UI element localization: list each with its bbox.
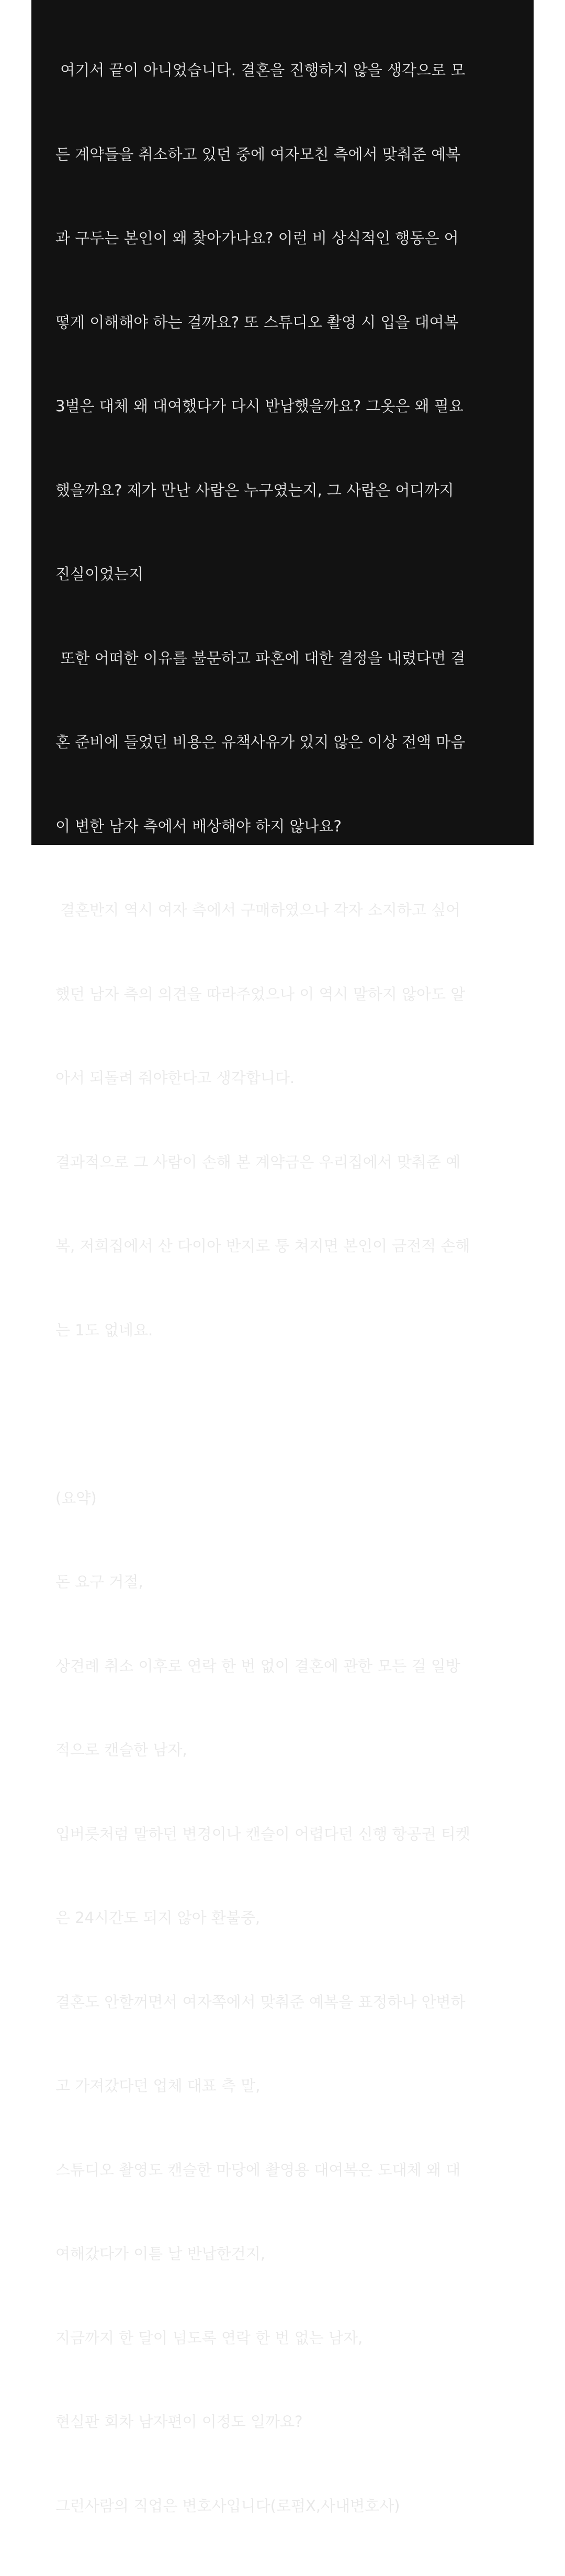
text-line: 했던 남자 측의 의견을 따라주었으나 이 역시 말하지 않아도 알 bbox=[55, 985, 466, 1003]
text-line: 현실판 회차 남자편이 이정도 일까요? bbox=[55, 2413, 303, 2431]
text-line: 돈 요구 거절, bbox=[55, 1573, 143, 1591]
text-line: 결혼반지 역시 여자 측에서 구매하였으나 각자 소지하고 싶어 bbox=[55, 901, 461, 919]
text-line: 했을까요? 제가 만난 사람은 누구였는지, 그 사람은 어디까지 bbox=[55, 481, 454, 499]
dark-text-panel bbox=[31, 0, 534, 2515]
text-line: 여해갔다가 이튿 날 반납한건지, bbox=[55, 2245, 266, 2263]
text-line: 고 가져갔다던 업체 대표 측 말, bbox=[55, 2077, 261, 2095]
text-line: 그런사람의 직업은 변호사입니다(로펌X,사내변호사) bbox=[55, 2496, 400, 2515]
text-line: 진실이었는지 bbox=[55, 565, 144, 583]
text-line: 복, 저희집에서 산 다이아 반지로 퉁 쳐지면 본인이 금전적 손해 bbox=[55, 1237, 470, 1255]
text-line: 결과적으로 그 사람이 손해 본 계약금은 우리집에서 맞춰준 예 bbox=[55, 1153, 461, 1171]
text-line: 상견례 취소 이후로 연락 한 번 없이 결혼에 관한 모든 걸 일방 bbox=[55, 1657, 460, 1675]
text-line: 과 구두는 본인이 왜 찾아가나요? 이런 비 상식적인 행동은 어 bbox=[55, 229, 459, 247]
text-line: 혼 준비에 들었던 비용은 유책사유가 있지 않은 이상 전액 마음 bbox=[55, 733, 466, 751]
text-line: 결혼도 안할꺼면서 여자쪽에서 맞춰준 예복을 표정하나 안변하 bbox=[55, 1993, 466, 2011]
text-line: 는 1도 없네요. bbox=[55, 1321, 153, 1339]
text-line: 스튜디오 촬영도 캔슬한 마당에 촬영용 대여복은 도대체 왜 대 bbox=[55, 2161, 461, 2179]
text-line: 입버릇처럼 말하던 변경이나 캔슬이 어렵다던 신행 항공권 티켓 bbox=[55, 1825, 470, 1843]
blank-line bbox=[55, 1400, 532, 1428]
text-line: 아서 되돌려 줘야한다고 생각합니다. bbox=[55, 1069, 295, 1087]
text-line: 3벌은 대체 왜 대여했다가 다시 반납했을까요? 그옷은 왜 필요 bbox=[55, 397, 464, 415]
text-line: 적으로 캔슬한 남자, bbox=[55, 1741, 187, 1759]
text-line: 떻게 이해해야 하는 걸까요? 또 스튜디오 촬영 시 입을 대여복 bbox=[55, 313, 459, 331]
summary-heading: (요약) bbox=[55, 1489, 97, 1507]
text-line: 지금까지 한 달이 넘도록 연락 한 번 없는 남자, bbox=[55, 2328, 363, 2347]
text-line: 든 계약들을 취소하고 있던 중에 여자모친 측에서 맞춰준 예복 bbox=[55, 145, 461, 163]
text-line: 은 24시간도 되지 않아 환불중, bbox=[55, 1909, 261, 1927]
text-line: 또한 어떠한 이유를 불문하고 파혼에 대한 결정을 내렸다면 결 bbox=[55, 649, 466, 667]
text-line: 여기서 끝이 아니었습니다. 결혼을 진행하지 않을 생각으로 모 bbox=[55, 61, 466, 79]
text-line: 이 변한 남자 측에서 배상해야 하지 않나요? bbox=[55, 817, 342, 835]
article-body bbox=[55, 1, 532, 2576]
